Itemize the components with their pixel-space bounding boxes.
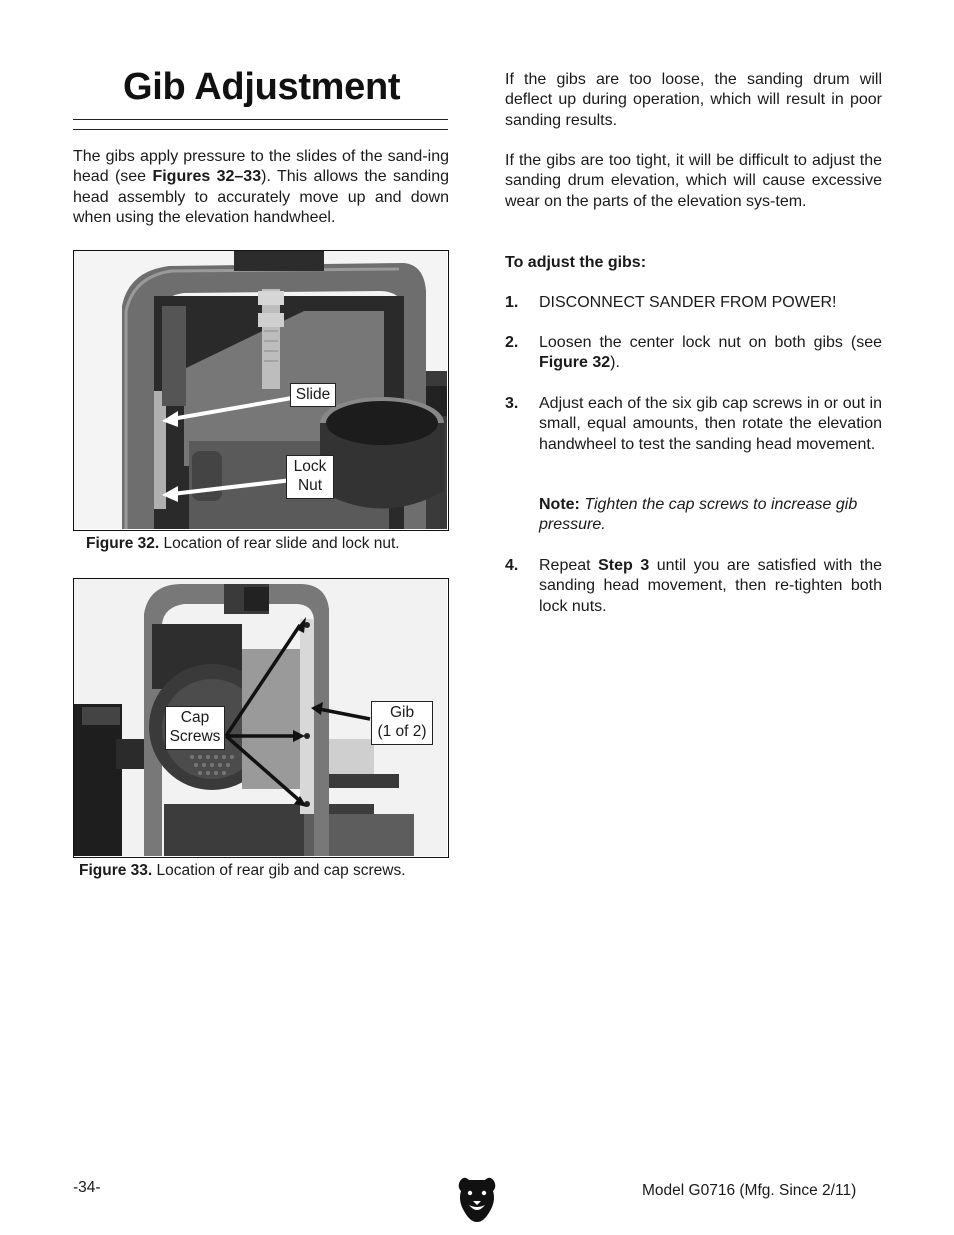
figures-reference: Figures 32–33 [152, 168, 262, 186]
title-rule-top [73, 119, 448, 120]
step-1: 1. DISCONNECT SANDER FROM POWER! [505, 294, 837, 311]
title-rule-bottom [73, 129, 448, 130]
intro-paragraph: The gibs apply pressure to the slides of the sand-ing head (see Figures 32–33). This allows the sanding head assembly to accurately move up and down when using the elevation handwheel. [73, 148, 450, 226]
model-info: Model G0716 (Mfg. Since 2/11) [642, 1182, 857, 1199]
gibs-too-loose-paragraph: If the gibs are too loose, the sanding drum will deflect up during operation, which will result in poor sanding results. [505, 71, 882, 129]
slide-label: Slide [290, 383, 336, 407]
grizzly-bear-logo [456, 1175, 498, 1223]
gib-label: Gib (1 of 2) [371, 701, 433, 745]
figure-33-photo [73, 578, 449, 858]
figure-32-photo [73, 250, 449, 531]
step-3-note: Note: Tighten the cap screws to increase gib pressure. [539, 496, 858, 534]
step-3: 3. Adjust each of the six gib cap screws in or out in small, equal amounts, then rotate the elevation handwheel to test the sanding head movement. [505, 395, 882, 453]
lock-nut-label: Lock Nut [286, 455, 334, 499]
gibs-too-tight-paragraph: If the gibs are too tight, it will be difficult to adjust the sanding drum elevation, which will cause excessive wear on the parts of the elevation sys-tem. [505, 152, 882, 210]
figure-32-caption: Figure 32. Location of rear slide and lock nut. [86, 535, 400, 552]
step-4: 4. Repeat Step 3 until you are satisfied with the sanding head movement, then re-tighten both lock nuts. [505, 557, 882, 615]
cap-screws-label: Cap Screws [165, 706, 225, 750]
step-3-reference: Step 3 [598, 557, 650, 574]
step-2: 2. Loosen the center lock nut on both gibs (see Figure 32). [505, 334, 882, 372]
page-title: Gib Adjustment [123, 66, 401, 108]
sander-rear-slide-illustration [74, 251, 447, 529]
figure-33-caption: Figure 33. Location of rear gib and cap screws. [79, 862, 406, 879]
page-number: -34- [73, 1179, 101, 1196]
procedure-heading: To adjust the gibs: [505, 254, 647, 271]
figure-32-reference: Figure 32 [539, 354, 611, 372]
